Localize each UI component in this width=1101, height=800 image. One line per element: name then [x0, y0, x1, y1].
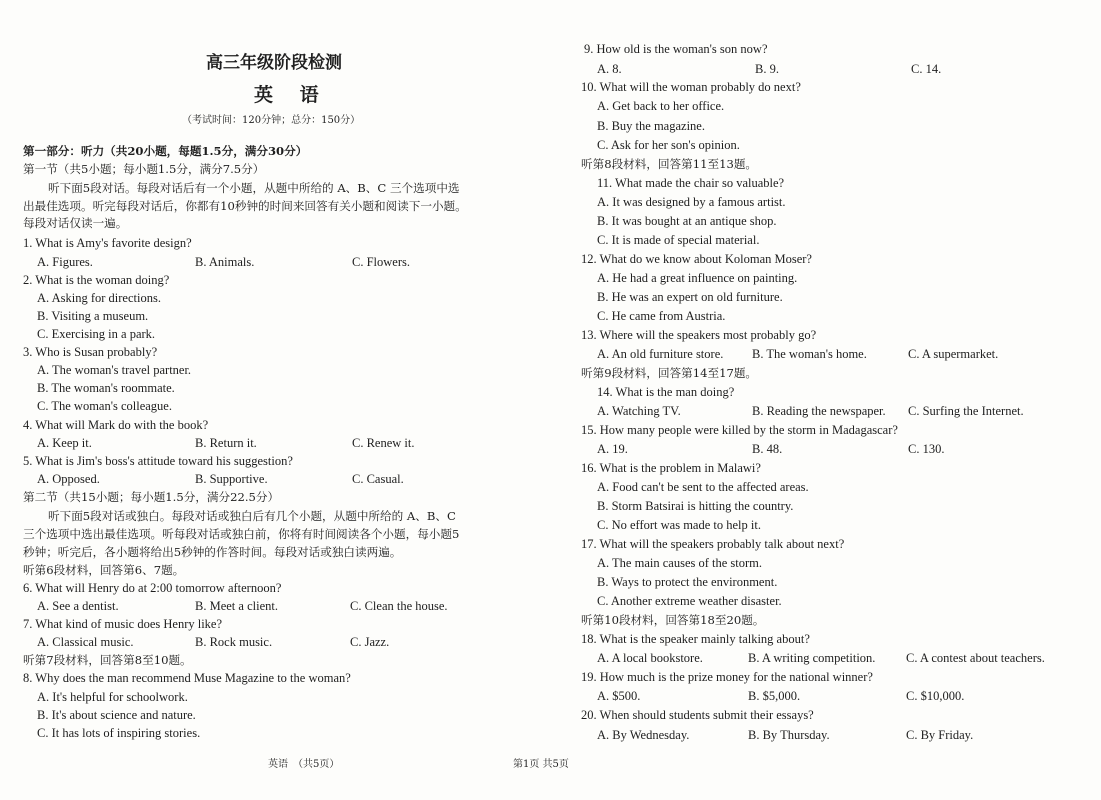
question-12: 12. What do we know about Koloman Moser? — [581, 252, 812, 266]
question-17: 17. What will the speakers probably talk about next? — [581, 537, 845, 551]
q5-option-b: B. Supportive. — [195, 472, 268, 486]
q20-option-b: B. By Thursday. — [748, 728, 830, 742]
q7-option-c: C. Jazz. — [350, 635, 390, 649]
q2-option-b: B. Visiting a museum. — [37, 309, 149, 323]
exam-info: （考试时间：120分钟；总分：150分） — [182, 115, 361, 126]
q14-option-b: B. Reading the newspaper. — [752, 404, 886, 418]
question-15: 15. How many people were killed by the storm in Madagascar? — [581, 423, 898, 437]
question-4: 4. What will Mark do with the book? — [23, 418, 209, 432]
q2-option-a: A. Asking for directions. — [37, 291, 161, 305]
q17-option-c: C. Another extreme weather disaster. — [597, 594, 782, 608]
q10-option-b: B. Buy the magazine. — [597, 119, 705, 133]
q13-option-a: A. An old furniture store. — [597, 347, 724, 361]
q16-option-a: A. Food can't be sent to the affected areas. — [597, 480, 809, 494]
q6-option-c: C. Clean the house. — [350, 599, 448, 613]
q12-option-b: B. He was an expert on old furniture. — [597, 290, 783, 304]
q10-option-a: A. Get back to her office. — [597, 99, 725, 113]
q3-option-c: C. The woman's colleague. — [37, 399, 172, 413]
q11-option-a: A. It was designed by a famous artist. — [597, 195, 786, 209]
question-16: 16. What is the problem in Malawi? — [581, 461, 761, 475]
question-19: 19. How much is the prize money for the national winner? — [581, 670, 873, 684]
question-7: 7. What kind of music does Henry like? — [23, 617, 223, 631]
q16-option-b: B. Storm Batsirai is hitting the country. — [597, 499, 794, 513]
question-3: 3. Who is Susan probably? — [23, 345, 158, 359]
q12-option-a: A. He had a great influence on painting. — [597, 271, 798, 285]
q19-option-c: C. $10,000. — [906, 689, 965, 703]
question-2: 2. What is the woman doing? — [23, 273, 170, 287]
q10-option-c: C. Ask for her son's opinion. — [597, 138, 740, 152]
question-6: 6. What will Henry do at 2:00 tomorrow afternoon? — [23, 581, 282, 595]
question-13: 13. Where will the speakers most probably go? — [581, 328, 817, 342]
q6-option-b: B. Meet a client. — [195, 599, 278, 613]
q19-option-a: A. $500. — [597, 689, 641, 703]
q7-option-b: B. Rock music. — [195, 635, 273, 649]
section2-heading: 第二节（共15小题；每小题1.5分，满分22.5分） — [23, 490, 280, 504]
material-7-heading: 听第7段材料，回答第8至10题。 — [23, 653, 192, 667]
q17-option-b: B. Ways to protect the environment. — [597, 575, 778, 589]
q16-option-c: C. No effort was made to help it. — [597, 518, 761, 532]
q9-option-c: C. 14. — [911, 62, 942, 76]
q8-option-c: C. It has lots of inspiring stories. — [37, 726, 201, 740]
section1-heading: 第一节（共5小题；每小题1.5分，满分7.5分） — [23, 162, 265, 176]
material-10-heading: 听第10段材料，回答第18至20题。 — [581, 613, 765, 627]
q17-option-a: A. The main causes of the storm. — [597, 556, 763, 570]
q20-option-c: C. By Friday. — [906, 728, 974, 742]
q9-option-a: A. 8. — [597, 62, 622, 76]
section2-instructions-line: 三个选项中选出最佳选项。听每段对话或独白前，你将有时间阅读各个小题，每小题5 — [23, 527, 460, 541]
q12-option-c: C. He came from Austria. — [597, 309, 726, 323]
exam-title: 高三年级阶段检测 — [206, 53, 342, 73]
subject-title: 英 语 — [254, 84, 329, 106]
material-8-heading: 听第8段材料，回答第11至13题。 — [581, 157, 758, 171]
q5-option-a: A. Opposed. — [37, 472, 100, 486]
question-18: 18. What is the speaker mainly talking about? — [581, 632, 810, 646]
q7-option-a: A. Classical music. — [37, 635, 134, 649]
section1-instructions-line: 每段对话仅读一遍。 — [23, 216, 128, 230]
q3-option-b: B. The woman's roommate. — [37, 381, 175, 395]
q3-option-a: A. The woman's travel partner. — [37, 363, 192, 377]
right-footer: 第1页 共5页 — [513, 759, 569, 770]
q4-option-a: A. Keep it. — [37, 436, 92, 450]
q2-option-c: C. Exercising in a park. — [37, 327, 156, 341]
q18-option-a: A. A local bookstore. — [597, 651, 703, 665]
section2-instructions-line: 听下面5段对话或独白。每段对话或独白后有几个小题，从题中所给的 A、B、C — [48, 509, 456, 523]
question-20: 20. When should students submit their essays? — [581, 708, 814, 722]
question-14: 14. What is the man doing? — [597, 385, 735, 399]
q4-option-c: C. Renew it. — [352, 436, 415, 450]
section1-instructions-line: 听下面5段对话。每段对话后有一个小题，从题中所给的 A、B、C 三个选项中选 — [48, 181, 460, 195]
q1-option-a: A. Figures. — [37, 255, 93, 269]
q8-option-b: B. It's about science and nature. — [37, 708, 196, 722]
q20-option-a: A. By Wednesday. — [597, 728, 690, 742]
question-9: 9. How old is the woman's son now? — [584, 42, 768, 56]
material-6-heading: 听第6段材料，回答第6、7题。 — [23, 563, 185, 577]
q13-option-c: C. A supermarket. — [908, 347, 999, 361]
question-11: 11. What made the chair so valuable? — [597, 176, 785, 190]
q5-option-c: C. Casual. — [352, 472, 404, 486]
q1-option-b: B. Animals. — [195, 255, 255, 269]
q9-option-b: B. 9. — [755, 62, 779, 76]
q18-option-c: C. A contest about teachers. — [906, 651, 1045, 665]
section2-instructions-line: 秒钟；听完后，各小题将给出5秒钟的作答时间。每段对话或独白读两遍。 — [23, 545, 402, 559]
q11-option-b: B. It was bought at an antique shop. — [597, 214, 777, 228]
q18-option-b: B. A writing competition. — [748, 651, 876, 665]
left-footer: 英语 （共5页） — [268, 759, 340, 770]
q8-option-a: A. It's helpful for schoolwork. — [37, 690, 188, 704]
question-1: 1. What is Amy's favorite design? — [23, 236, 192, 250]
material-9-heading: 听第9段材料，回答第14至17题。 — [581, 366, 758, 380]
question-10: 10. What will the woman probably do next? — [581, 80, 801, 94]
question-5: 5. What is Jim's boss's attitude toward his suggestion? — [23, 454, 293, 468]
part1-heading: 第一部分：听力（共20小题，每题1.5分，满分30分） — [23, 144, 308, 158]
q19-option-b: B. $5,000. — [748, 689, 801, 703]
q15-option-c: C. 130. — [908, 442, 945, 456]
q15-option-a: A. 19. — [597, 442, 628, 456]
q14-option-c: C. Surfing the Internet. — [908, 404, 1024, 418]
q1-option-c: C. Flowers. — [352, 255, 410, 269]
q15-option-b: B. 48. — [752, 442, 783, 456]
q4-option-b: B. Return it. — [195, 436, 257, 450]
q14-option-a: A. Watching TV. — [597, 404, 681, 418]
q11-option-c: C. It is made of special material. — [597, 233, 760, 247]
q13-option-b: B. The woman's home. — [752, 347, 867, 361]
question-8: 8. Why does the man recommend Muse Magazine to the woman? — [23, 671, 351, 685]
q6-option-a: A. See a dentist. — [37, 599, 119, 613]
section1-instructions-line: 出最佳选项。听完每段对话后，你都有10秒钟的时间来回答有关小题和阅读下一小题。 — [23, 199, 467, 213]
